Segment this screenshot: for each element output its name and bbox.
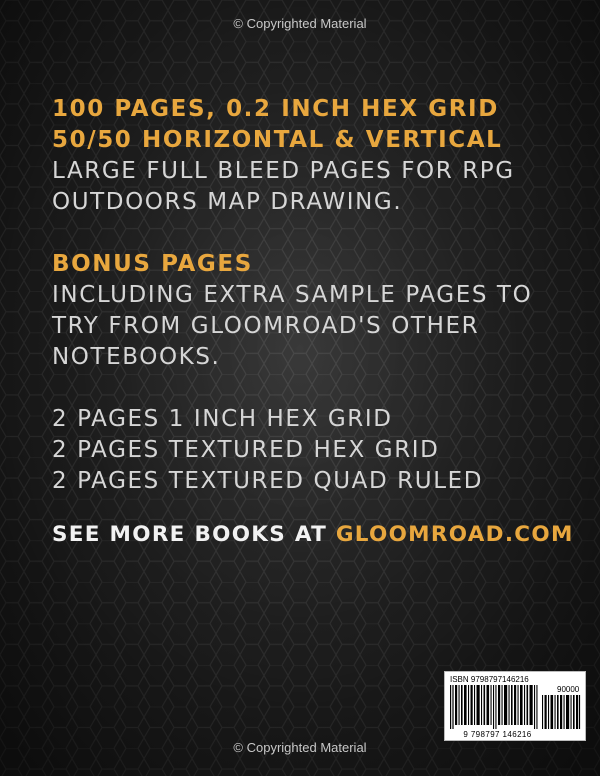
features-body-line-1: LARGE FULL BLEED PAGES FOR RPG [52, 158, 515, 184]
bonus-body-line-1: INCLUDING EXTRA SAMPLE PAGES TO [52, 282, 533, 308]
copyright-watermark-top: © Copyrighted Material [233, 16, 367, 31]
bonus-list-item: 2 PAGES 1 INCH HEX GRID [52, 406, 393, 432]
features-heading-line-2: 50/50 HORIZONTAL & VERTICAL [52, 127, 503, 153]
price-code: 90000 [557, 685, 580, 694]
bonus-body-line-3: NOTEBOOKS. [52, 344, 221, 370]
features-heading-line-1: 100 PAGES, 0.2 INCH HEX GRID [52, 96, 499, 122]
cta-prefix: SEE MORE BOOKS AT [52, 522, 336, 547]
back-cover-text [52, 94, 592, 497]
website-link: GLOOMROAD.COM [335, 522, 574, 547]
isbn-digits: 9 798797 146216 [463, 730, 532, 739]
features-body-line-2: OUTDOORS MAP DRAWING. [52, 189, 403, 215]
isbn-label: ISBN 9798797146216 [450, 675, 529, 684]
bonus-list-item: 2 PAGES TEXTURED QUAD RULED [52, 468, 484, 494]
bonus-heading: BONUS PAGES [52, 251, 253, 277]
isbn-barcode [444, 671, 586, 741]
bonus-body-line-2: TRY FROM GLOOMROAD'S OTHER [52, 313, 480, 339]
bonus-list-item: 2 PAGES TEXTURED HEX GRID [52, 437, 440, 463]
copyright-watermark-bottom: © Copyrighted Material [233, 740, 367, 755]
website-call-to-action [52, 522, 574, 547]
